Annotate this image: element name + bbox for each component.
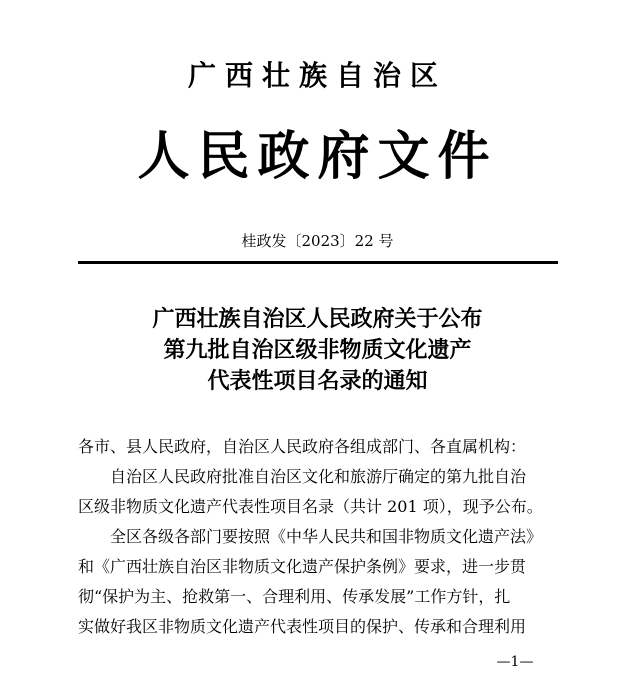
page-number: —1— [496,654,534,670]
paragraph-line: 全区各级各部门要按照《中华人民共和国非物质文化遗产法》 [110,527,543,546]
paragraph-line: 区级非物质文化遗产代表性项目名录（共计 201 项），现予公布。 [78,497,543,516]
salutation: 各市、县人民政府，自治区人民政府各组成部门、各直属机构： [78,437,527,456]
paragraph-line: 实做好我区非物质文化遗产代表性项目的保护、传承和合理利用 [78,617,527,636]
title-line: 第九批自治区级非物质文化遗产 [163,337,472,363]
document-body [78,432,558,642]
title-line: 广西壮族自治区人民政府关于公布 [152,306,483,332]
issuer-region: 广西壮族自治区 [187,59,447,92]
document-number: 桂政发〔2023〕22 号 [241,232,394,250]
paragraph-line: 彻“保护为主、抢救第一、合理利用、传承发展”工作方针，扎 [78,587,511,606]
paragraph-line: 自治区人民政府批准自治区文化和旅游厅确定的第九批自治 [110,467,527,486]
issuer-document-heading: 人民政府文件 [137,126,498,187]
title-line: 代表性项目名录的通知 [207,368,428,394]
document-title [0,304,635,397]
paragraph-line: 和《广西壮族自治区非物质文化遗产保护条例》要求，进一步贯 [78,557,527,576]
header-divider [78,261,558,264]
